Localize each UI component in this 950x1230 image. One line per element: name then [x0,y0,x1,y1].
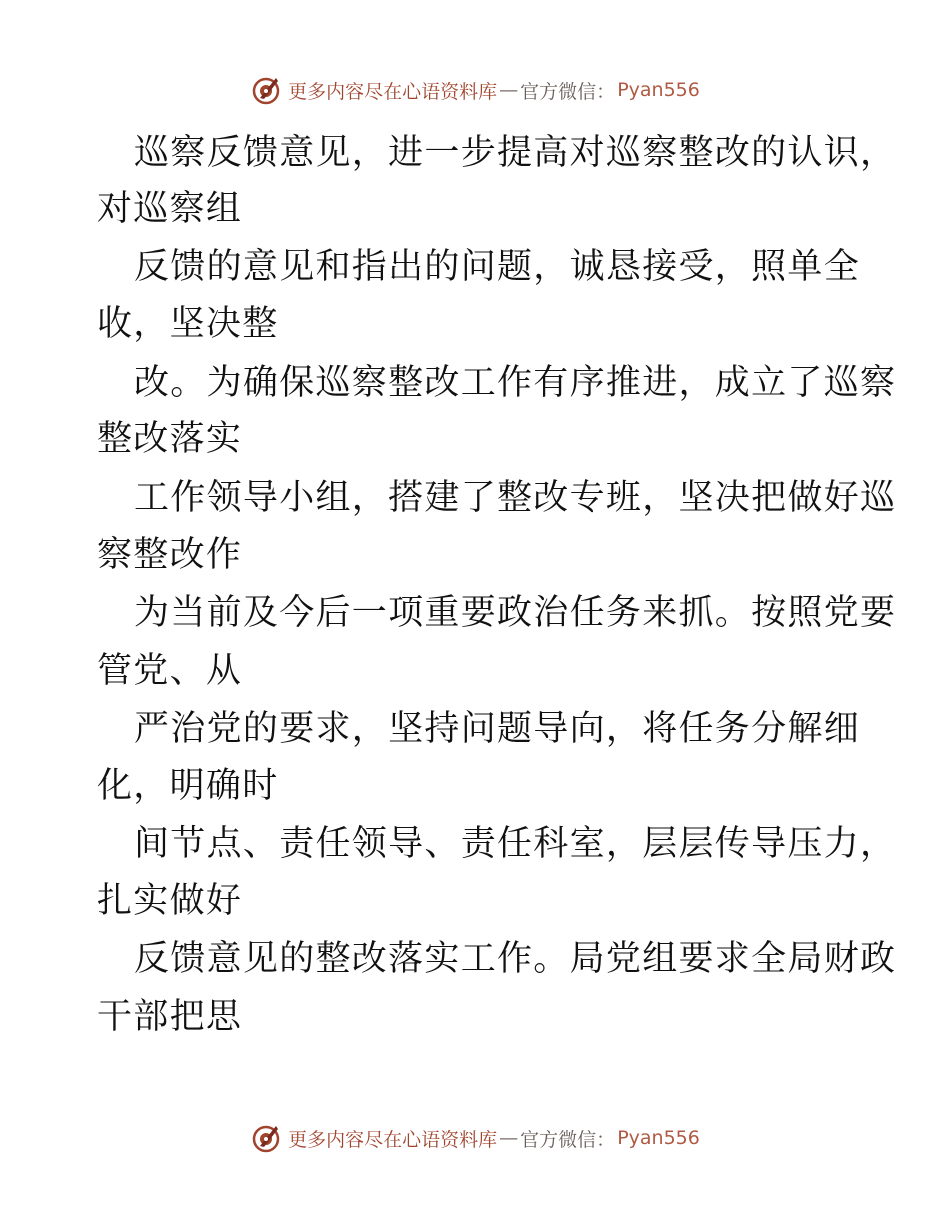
text-line: 收，坚决整 [97,304,279,344]
watermark-wechat-id: Pyan556 [617,1127,700,1149]
text-line: 反馈意见的整改落实工作。局党组要求全局财政 [134,939,897,979]
watermark-dash: — [499,1127,519,1149]
header-watermark [0,70,950,110]
text-line: 化，明确时 [97,766,279,806]
text-line: 巡察反馈意见，进一步提高对巡察整改的认识， [134,133,897,173]
text-line: 对巡察组 [97,189,243,229]
watermark-wechat-label: 官方微信： [520,80,616,103]
text-line: 察整改作 [97,535,243,575]
watermark-dash: — [499,79,519,101]
text-line: 整改落实 [97,419,243,459]
watermark-site-text: 更多内容尽在心语资料库 [288,1128,498,1151]
text-line: 间节点、责任领导、责任科室，层层传导压力， [134,824,897,864]
text-line: 扎实做好 [97,881,243,921]
watermark-wechat-id: Pyan556 [617,79,700,101]
text-line: 干部把思 [97,997,243,1037]
text-line: 为当前及今后一项重要政治任务来抓。按照党要 [134,593,897,633]
footer-watermark [0,1118,950,1158]
watermark-site-text: 更多内容尽在心语资料库 [288,80,498,103]
watermark-wechat-label: 官方微信： [520,1128,616,1151]
text-line: 改。为确保巡察整改工作有序推进，成立了巡察 [134,363,897,403]
text-line: 工作领导小组，搭建了整改专班，坚决把做好巡 [134,478,897,518]
quill-logo-icon [250,74,282,106]
text-line: 反馈的意见和指出的问题，诚恳接受，照单全 [134,247,861,287]
text-line: 严治党的要求，坚持问题导向，将任务分解细 [134,709,861,749]
quill-logo-icon [250,1122,282,1154]
text-line: 管党、从 [97,651,243,691]
